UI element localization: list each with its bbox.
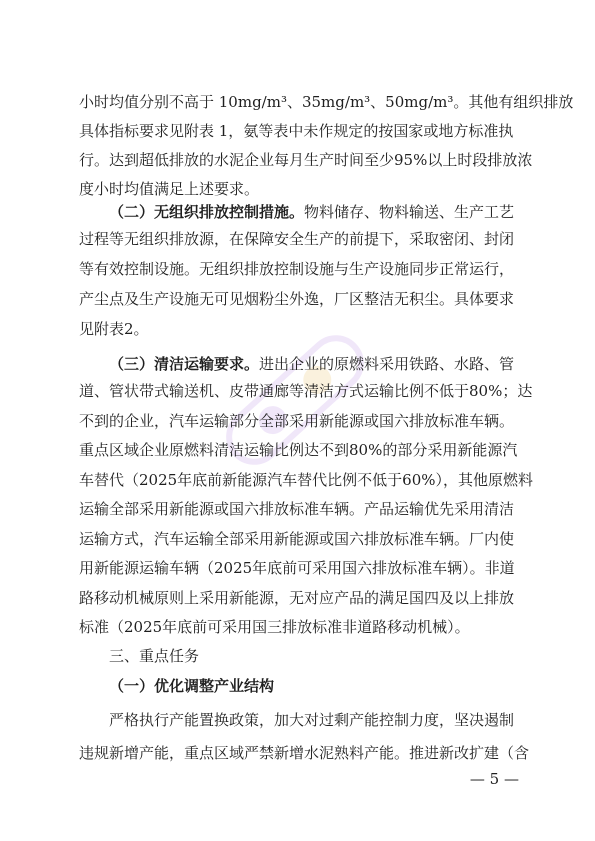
section2-first-text: 物料储存、物料输送、生产工艺 — [304, 203, 515, 221]
subsection1-title: （一）优化调整产业结构 — [109, 677, 275, 695]
body-line: 产尘点及生产设施无可见烟粉尘外逸，厂区整洁无积尘。具体要求 — [79, 290, 515, 308]
body-line: 违规新增产能，重点区域严禁新增水泥熟料产能。推进新改扩建（含 — [79, 744, 530, 762]
section3-heading: （三）清洁运输要求。 — [109, 355, 260, 373]
body-line: 等有效控制设施。无组织排放控制设施与生产设施同步正常运行， — [79, 260, 515, 278]
body-line: 严格执行产能置换政策，加大对过剩产能控制力度，坚决遏制 — [109, 711, 515, 729]
body-line: 具体指标要求见附表 1，氨等表中未作规定的按国家或地方标准执 — [79, 122, 514, 140]
body-line: 运输全部采用新能源或国六排放标准车辆。产品运输优先采用清洁 — [79, 500, 515, 518]
body-line: 不到的企业，汽车运输部分全部采用新能源或国六排放标准车辆。 — [79, 411, 515, 430]
section2-first-line — [109, 202, 519, 222]
body-line: 车替代（2025年底前新能源汽车替代比例不低于60%），其他原燃料 — [79, 470, 534, 489]
chapter-title: 三、重点任务 — [109, 647, 200, 665]
section2-heading: （二）无组织排放控制措施。 — [109, 203, 305, 221]
body-line: 度小时均值满足上述要求。 — [79, 180, 260, 198]
body-line: 用新能源运输车辆（2025年底前可采用国六排放标准车辆）。非道 — [79, 559, 515, 577]
body-line: 道、管状带式输送机、皮带通廊等清洁方式运输比例不低于80%；达 — [79, 382, 533, 400]
body-line: 过程等无组织排放源，在保障安全生产的前提下，采取密闭、封闭 — [79, 230, 515, 248]
body-line: 运输方式，汽车运输全部采用新能源或国六排放标准车辆。厂内使 — [79, 529, 515, 548]
body-line: 重点区域企业原燃料清洁运输比例达不到80%的部分采用新能源汽 — [79, 441, 518, 459]
section3-first-text: 进出企业的原燃料采用铁路、水路、管 — [259, 355, 515, 373]
body-line: 路移动机械原则上采用新能源，无对应产品的满足国四及以上排放 — [79, 588, 515, 607]
body-line: 见附表2。 — [79, 320, 149, 338]
body-line: 标准（2025年底前可采用国三排放标准非道路移动机械）。 — [79, 618, 470, 636]
body-line: 行。达到超低排放的水泥企业每月生产时间至少95%以上时段排放浓 — [79, 151, 533, 169]
section3-first-line — [109, 354, 519, 374]
body-line: 小时均值分别不高于 10mg/m³、35mg/m³、50mg/m³。其他有组织排放 — [79, 93, 574, 111]
page-number: — 5 — — [469, 770, 519, 788]
